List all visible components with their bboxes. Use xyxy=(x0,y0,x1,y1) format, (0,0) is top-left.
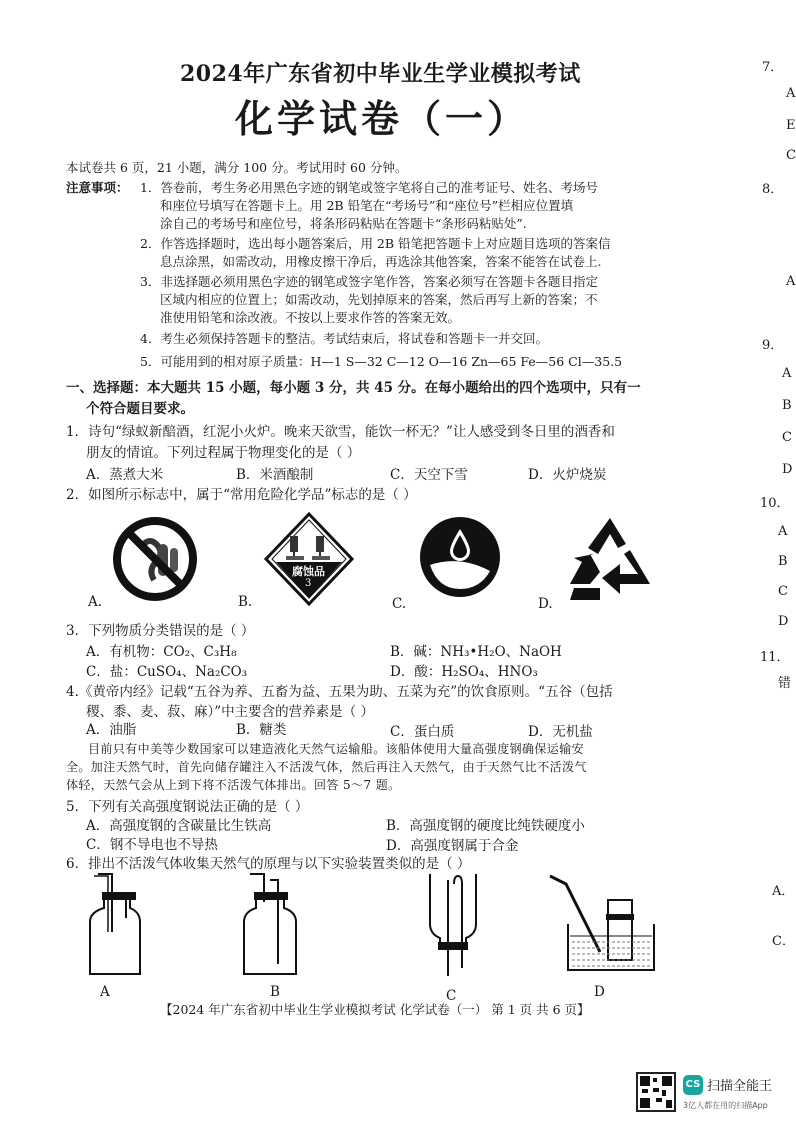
paper-summary: 本试卷共 6 页，21 小题，满分 100 分。考试用时 60 分钟。 xyxy=(66,160,408,175)
right-edge-letter-12: D xyxy=(778,614,789,629)
right-edge-letter-6: B xyxy=(782,398,792,413)
right-edge-letter-10: B xyxy=(778,554,788,569)
notes-label: 注意事项： xyxy=(66,180,129,195)
exam-title: 2024年广东省初中毕业生学业模拟考试 xyxy=(180,61,581,87)
right-edge-q10: 10． xyxy=(760,496,790,511)
passage-line-2: 全。加注天然气时，首先向储存罐注入不活泼气体，然后再注入天然气，由于天然气比不活泼气 xyxy=(66,760,587,774)
right-edge-q9: 9． xyxy=(762,338,784,353)
right-edge-letter-2: E xyxy=(786,118,796,133)
scanner-app-name: 扫描全能王 xyxy=(707,1079,773,1094)
question-1-option-c: C．天空下雪 xyxy=(390,467,468,483)
question-4-option-d: D．无机盐 xyxy=(528,724,593,740)
note-1-line-1: 1．答卷前，考生务必用黑色字迹的钢笔或签字笔将自己的准考证号、姓名、考场号 xyxy=(140,180,598,195)
question-5-option-b: B．高强度钢的硬度比纯铁硬度小 xyxy=(386,818,585,834)
no-handling-sign-icon xyxy=(112,516,198,602)
scanner-app-tagline: 3亿人都在用的扫描App xyxy=(683,1101,768,1110)
question-3-option-c: C．盐：CuSO₄、Na₂CO₃ xyxy=(86,664,248,680)
question-3-stem: 3．下列物质分类错误的是（ ） xyxy=(66,623,255,639)
right-edge-q7: 7． xyxy=(762,60,784,75)
right-edge-side-a: A． xyxy=(772,884,795,899)
note-3-line-2: 区域内相应的位置上；如需改动，先划掉原来的答案，然后再写上新的答案；不 xyxy=(160,292,598,307)
corrosive-sign-label: 腐蚀品 xyxy=(292,565,325,578)
right-edge-letter-4: A xyxy=(786,274,796,289)
question-5-option-a: A．高强度钢的含碳量比生铁高 xyxy=(86,818,272,834)
section-1-heading-line-2: 个符合题目要求。 xyxy=(86,401,194,417)
passage-line-1: 目前只有中美等少数国家可以建造液化天然气运输船。该船体使用大量高强度钢确保运输安 xyxy=(88,742,585,756)
inverted-bottle-apparatus-c-icon xyxy=(420,872,486,982)
gas-bottle-apparatus-a-icon xyxy=(80,872,150,980)
question-4-option-c: C．蛋白质 xyxy=(390,724,455,740)
right-edge-letter-11: C xyxy=(778,584,788,599)
question-5-option-d: D．高强度钢属于合金 xyxy=(386,838,519,854)
question-1-option-a: A．蒸煮大米 xyxy=(86,467,164,483)
question-6-option-c: C xyxy=(446,988,457,1004)
right-edge-q8: 8． xyxy=(762,182,784,197)
gas-bottle-apparatus-b-icon xyxy=(236,872,306,980)
note-1-line-2: 和座位号填写在答题卡上。用 2B 铅笔在“考场号”和“座位号”栏相应位置填 xyxy=(160,198,574,213)
question-6-option-d: D xyxy=(594,984,605,1000)
right-edge-fragment: 错 xyxy=(778,676,792,691)
right-edge-side-c: C． xyxy=(772,934,795,949)
right-edge-letter-3: C xyxy=(786,148,796,163)
note-3-line-1: 3．非选择题必须用黑色字迹的钢笔或签字笔作答，答案必须写在答题卡各题目指定 xyxy=(140,274,598,289)
note-2-line-2: 息点涂黑，如需改动，用橡皮擦干净后，再选涂其他答案，答案不能答在试卷上. xyxy=(160,254,602,269)
question-6-option-b: B xyxy=(270,984,280,1000)
question-6-option-a: A xyxy=(100,984,110,1000)
paper-title: 化学试卷（一） xyxy=(235,96,530,141)
question-2-stem: 2．如图所示标志中，属于“常用危险化学品”标志的是（ ） xyxy=(66,487,417,503)
note-3-line-3: 准使用铅笔和涂改液。不按以上要求作答的答案无效。 xyxy=(160,310,461,325)
recycle-sign-icon xyxy=(560,514,660,606)
right-edge-letter-7: C xyxy=(782,430,792,445)
question-5-stem: 5．下列有关高强度钢说法正确的是（ ） xyxy=(66,799,309,815)
section-1-heading-line-1: 一、选择题：本大题共 15 小题，每小题 3 分，共 45 分。在每小题给出的四个选项中，只有一 xyxy=(66,380,641,396)
passage-line-3: 体轻，天然气会从上到下将不活泼气体排出。回答 5～7 题。 xyxy=(66,778,401,792)
question-2-option-a: A. xyxy=(88,594,103,610)
right-edge-letter-1: A xyxy=(786,86,796,101)
question-1-option-d: D．火炉烧炭 xyxy=(528,467,607,483)
right-edge-letter-5: A xyxy=(782,366,792,381)
corrosive-sign-class: 3 xyxy=(305,578,312,589)
corrosive-hazard-sign-icon xyxy=(264,512,354,606)
note-1-line-3: 涂自己的考场号和座位号，将条形码粘贴在答题卡“条形码粘贴处”. xyxy=(160,216,527,231)
qr-code-icon xyxy=(636,1072,676,1112)
question-1-stem-line-2: 朋友的情谊。下列过程属于物理变化的是（ ） xyxy=(86,445,361,461)
question-3-option-a: A．有机物：CO₂、C₃H₈ xyxy=(86,644,237,660)
question-1-stem-line-1: 1．诗句“绿蚁新醅酒，红泥小火炉。晚来天欲雪，能饮一杯无？”让人感受到冬日里的酒香和 xyxy=(66,424,615,440)
question-1-option-b: B．米酒酿制 xyxy=(236,467,314,483)
page-footer: 【2024 年广东省初中毕业生学业模拟考试 化学试卷（一） 第 1 页 共 6 页】 xyxy=(160,1002,590,1017)
note-2-line-1: 2．作答选择题时，选出每小题答案后，用 2B 铅笔把答题卡上对应题目选项的答案信 xyxy=(140,236,611,251)
right-edge-letter-9: A xyxy=(778,524,788,539)
right-edge-q11: 11． xyxy=(760,650,790,665)
question-4-option-b: B．糖类 xyxy=(236,722,287,738)
water-trough-apparatus-d-icon xyxy=(540,870,660,978)
question-2-option-d: D. xyxy=(538,596,553,612)
question-6-stem: 6．排出不活泼气体收集天然气的原理与以下实验装置类似的是（ ） xyxy=(66,856,471,872)
right-edge-letter-8: D xyxy=(782,462,793,477)
question-4-stem-line-1: 4.《黄帝内经》记载“五谷为养、五畜为益、五果为助、五菜为充”的饮食原则。“五谷（包括 xyxy=(66,684,613,700)
question-2-option-b: B. xyxy=(238,594,253,610)
question-2-option-c: C. xyxy=(392,596,407,612)
question-4-stem-line-2: 稷、黍、麦、菽、麻）”中主要含的营养素是（ ） xyxy=(86,704,374,720)
note-4: 4．考生必须保持答题卡的整洁。考试结束后，将试卷和答题卡一并交回。 xyxy=(140,331,548,346)
question-3-option-d: D．酸：H₂SO₄、HNO₃ xyxy=(390,664,538,680)
scanner-app-logo-icon: CS xyxy=(683,1075,703,1095)
question-3-option-b: B．碱：NH₃•H₂O、NaOH xyxy=(390,644,562,660)
note-5: 5．可能用到的相对原子质量：H—1 S—32 C—12 O—16 Zn—65 Fe—56 Cl—35.5 xyxy=(140,354,623,369)
water-saving-sign-icon xyxy=(418,515,502,599)
question-4-option-a: A．油脂 xyxy=(86,722,137,738)
question-5-option-c: C．钢不导电也不导热 xyxy=(86,837,218,853)
